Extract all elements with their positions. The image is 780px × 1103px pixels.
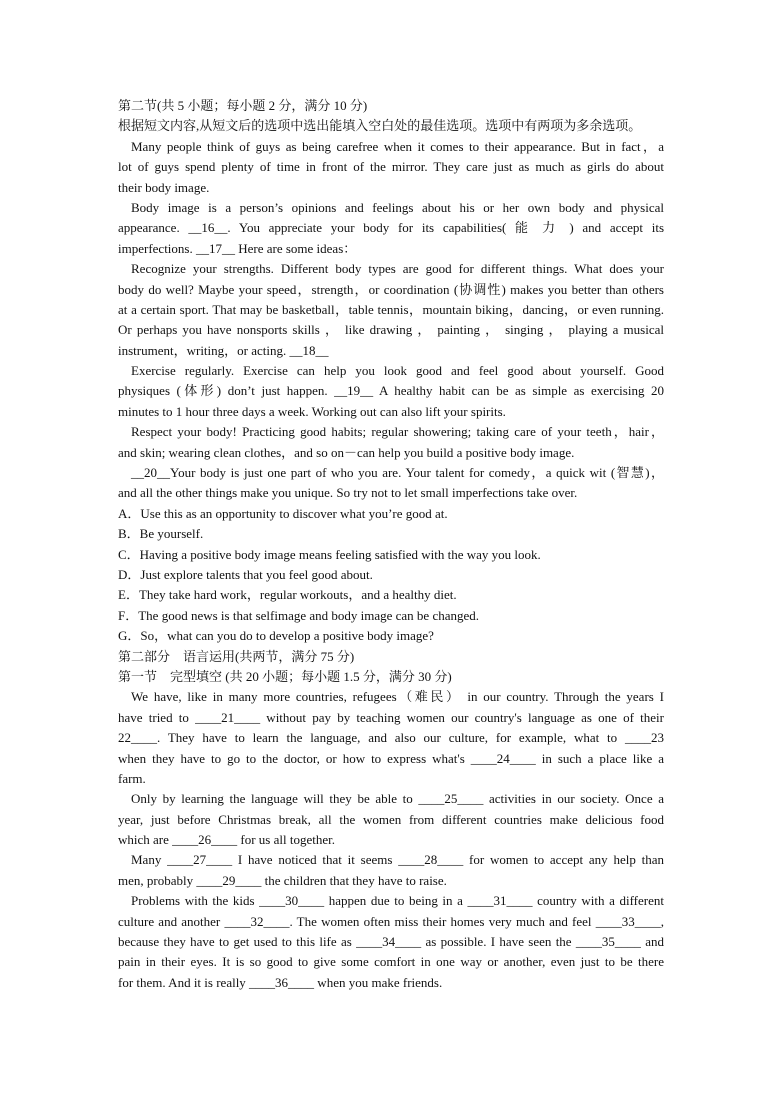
part-title: 第二部分 语言运用(共两节，满分 75 分) (118, 648, 355, 664)
passage-line: __20__Your body is just one part of who you are. Your talent for comedy，a quick wit (智慧)， (131, 465, 664, 481)
passage-line: for them. And it is really ____36____ when you make friends. (118, 974, 443, 990)
passage-line: 22____. They have to learn the language, and also our culture, for example, what to ____23 (118, 730, 664, 746)
option-b[interactable]: B．Be yourself. (118, 526, 204, 542)
passage-line: men, probably ____29____ the children that they have to raise. (118, 872, 447, 888)
passage-line: imperfections. __17__ Here are some ideas： (118, 240, 357, 256)
option-e[interactable]: E．They take hard work，regular workouts，and a healthy diet. (118, 587, 457, 603)
option-a[interactable]: A．Use this as an opportunity to discover what you’re good at. (118, 505, 448, 521)
passage-line: lot of guys spend plenty of time in front of the mirror. They care just as much as girls do about (118, 159, 664, 175)
passage-line: Recognize your strengths. Different body types are good for different things. What does your (131, 261, 664, 277)
passage-line: their body image. (118, 179, 210, 195)
section-title: 第二节(共 5 小题；每小题 2 分，满分 10 分) (118, 98, 368, 113)
passage-line: Or perhaps you have nonsports skills ， like drawing ， painting ， singing ， playing a musical (118, 322, 664, 338)
passage-line: instrument，writing，or acting. __18__ (118, 342, 329, 358)
option-g[interactable]: G．So，what can you do to develop a positive body image? (118, 628, 434, 644)
passage-body-image (118, 137, 664, 504)
passage-line: body do well? Maybe your speed，strength，or coordination (协调性) makes you better than others (118, 281, 664, 297)
section-instructions: 根据短文内容,从短文后的选项中选出能填入空白处的最佳选项。选项中有两项为多余选项。 (118, 118, 642, 134)
passage-line: because they have to get used to this life as ____34____ as possible. I have seen the ____35____ and (118, 934, 664, 950)
exam-page (118, 96, 664, 993)
passage-line: Many ____27____ I have noticed that it seems ____28____ for women to accept any help than (131, 852, 664, 868)
passage-line: at a certain sport. That may be basketball，table tennis，mountain biking，dancing，or even running. (118, 301, 664, 317)
passage-line: pain in their eyes. It is so good to give some comfort in one way or another, even just to be there (118, 954, 664, 970)
passage-line: year, just before Christmas break, all the women from different countries make delicious food (118, 811, 664, 827)
passage-line: farm. (118, 770, 146, 786)
passage-line: have tried to ____21____ without pay by teaching women our country's language as one of their (118, 709, 664, 725)
passage-line: Problems with the kids ____30____ happen due to being in a ____31____ country with a different (131, 893, 664, 909)
passage-line: which are ____26____ for us all together. (118, 832, 335, 848)
option-d[interactable]: D．Just explore talents that you feel good about. (118, 566, 373, 582)
passage-line: and all the other things make you unique. So try not to let small imperfections take over. (118, 485, 578, 501)
passage-line: minutes to 1 hour three days a week. Working out can also lift your spirits. (118, 403, 506, 419)
section-title-cloze: 第一节 完型填空 (共 20 小题；每小题 1.5 分，满分 30 分) (118, 668, 452, 684)
passage-line: Body image is a person’s opinions and feelings about his or her own body and physical (131, 199, 664, 215)
passage-line: appearance. __16__. You appreciate your body for its capabilities( 能 力 ) and accept its (118, 220, 664, 236)
passage-line: Respect your body! Practicing good habits; regular showering; taking care of your teeth，hair， (131, 424, 664, 440)
passage-line: culture and another ____32____. The women often miss their homes very much and feel ____33____, (118, 913, 664, 929)
passage-line: We have, like in many more countries, refugees（难民） in our country. Through the years I (131, 689, 664, 705)
passage-line: Only by learning the language will they be able to ____25____ activities in our society. Once a (131, 791, 664, 807)
answer-options (118, 504, 664, 647)
passage-line: when they have to go to the doctor, or how to express what's ____24____ in such a place like a (118, 750, 664, 766)
passage-line: physiques (体形) don’t just happen. __19__ A healthy habit can be as simple as exercising 20 (118, 383, 664, 399)
passage-line: Many people think of guys as being carefree when it comes to their appearance. But in fact，a (131, 138, 664, 154)
passage-line: and skin; wearing clean clothes，and so on－can help you build a positive body image. (118, 444, 575, 460)
passage-refugees (118, 687, 664, 993)
option-f[interactable]: F．The good news is that selfimage and body image can be changed. (118, 607, 480, 623)
option-c[interactable]: C．Having a positive body image means feeling satisfied with the way you look. (118, 546, 541, 562)
passage-line: Exercise regularly. Exercise can help you look good and feel good about yourself. Good (131, 363, 664, 379)
